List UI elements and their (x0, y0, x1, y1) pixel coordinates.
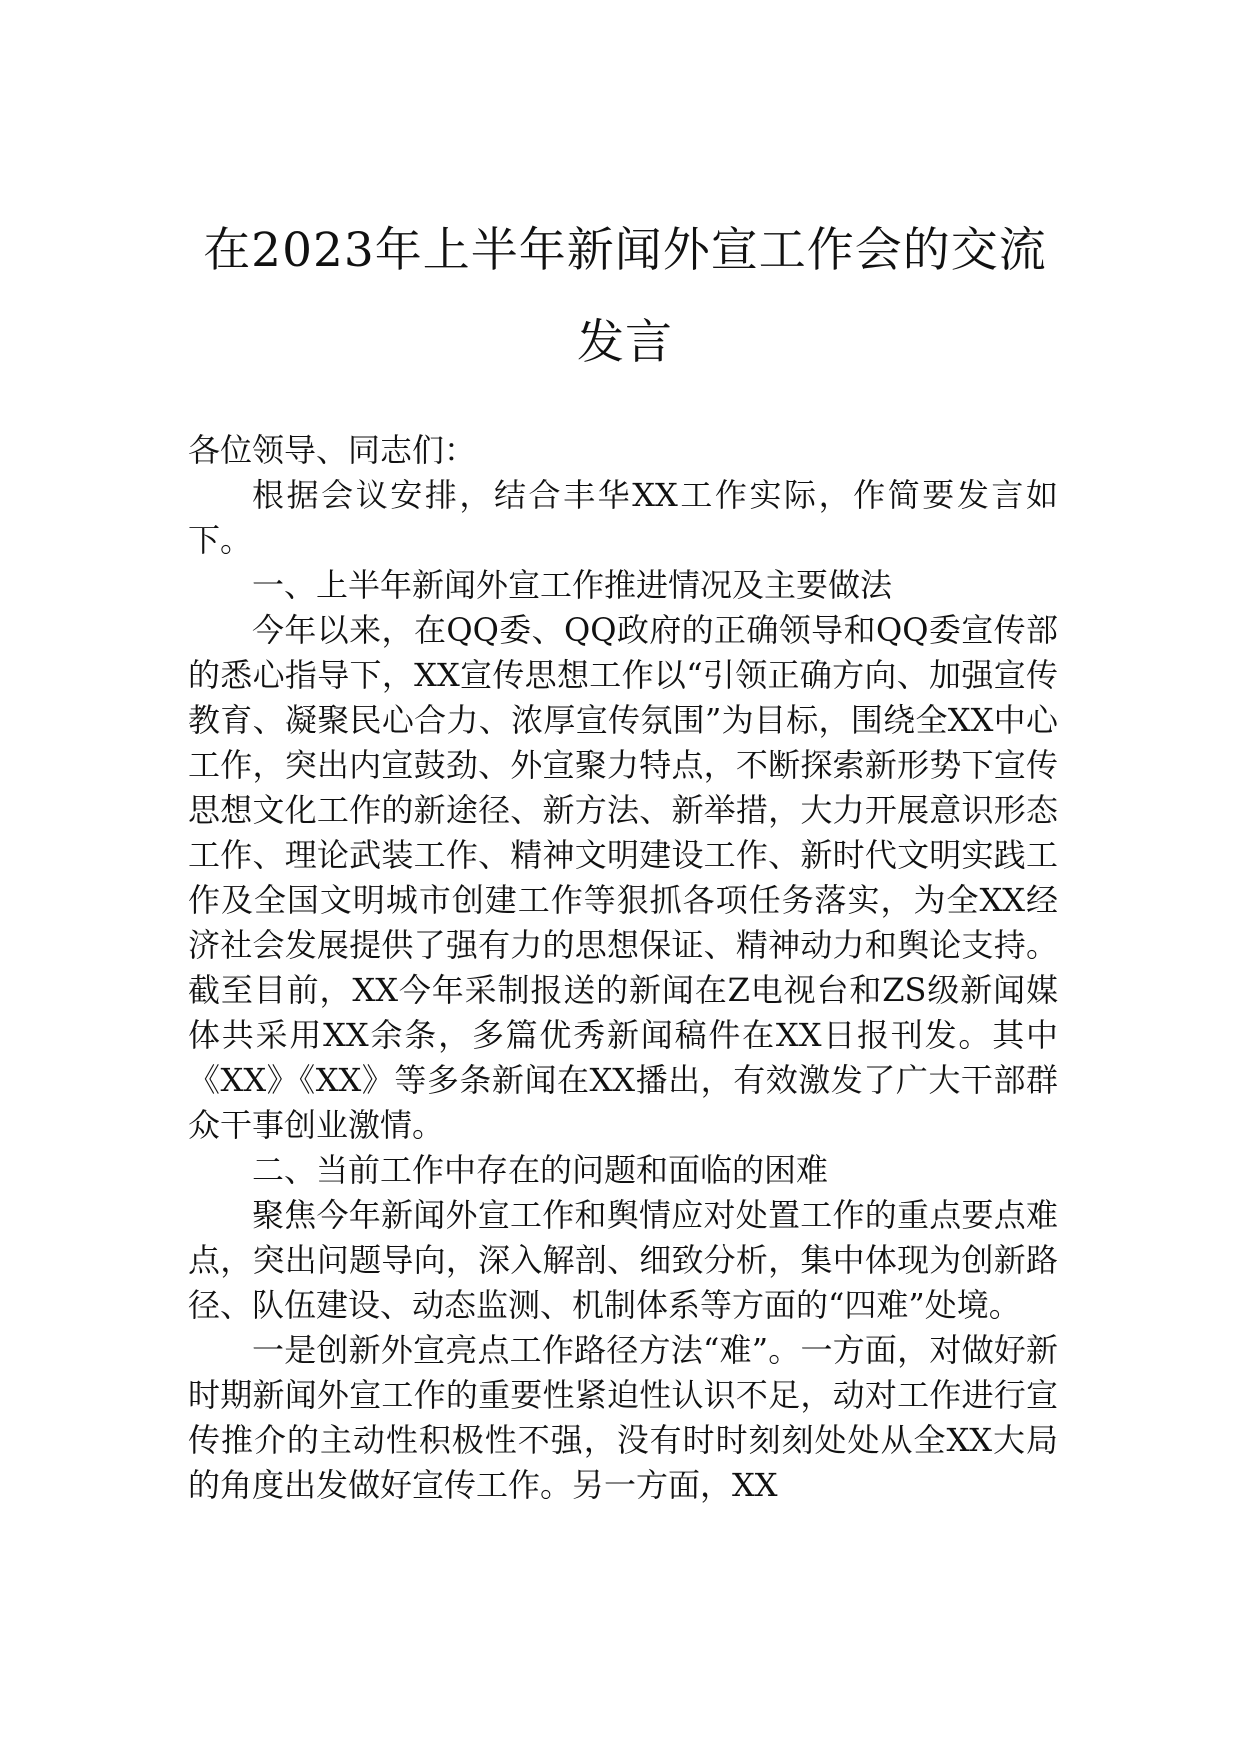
paragraph-progress: 今年以来，在QQ委、QQ政府的正确领导和QQ委宣传部的悉心指导下，XX宣传思想工作以“引领正确方向、加强宣传教育、凝聚民心合力、浓厚宣传氛围”为目标，围绕全XX中心工作，突出内宣鼓劲、外宣聚力特点，不断探索新形势下宣传思想文化工作的新途径、新方法、新举措，大力开展意识形态工作、理论武装工作、精神文明建设工作、新时代文明实践工作及全国文明城市创建工作等狠抓各项任务落实，为全XX经济社会发展提供了强有力的思想保证、精神动力和舆论支持。截至目前，XX今年采制报送的新闻在Z电视台和ZS级新闻媒体共采用XX余条，多篇优秀新闻稿件在XX日报刊发。其中《XX》《XX》等多条新闻在XX播出，有效激发了广大干部群众干事创业激情。 (188, 611, 1058, 1144)
paragraph-intro: 根据会议安排，结合丰华XX工作实际，作简要发言如下。 (188, 476, 1058, 559)
paragraph-difficulty-1: 一是创新外宣亮点工作路径方法“难”。一方面，对做好新时期新闻外宣工作的重要性紧迫性认识不足，动对工作进行宣传推介的主动性积极性不强，没有时时刻刻处处从全XX大局的角度出发做好宣传工作。另一方面，XX (188, 1331, 1058, 1504)
salutation: 各位领导、同志们： (188, 431, 477, 469)
section-heading-2: 二、当前工作中存在的问题和面临的困难 (252, 1151, 829, 1189)
paragraph-problems: 聚焦今年新闻外宣工作和舆情应对处置工作的重点要点难点，突出问题导向，深入解剖、细致分析，集中体现为创新路径、队伍建设、动态监测、机制体系等方面的“四难”处境。 (188, 1196, 1058, 1324)
document-title: 在2023年上半年新闻外宣工作会的交流发言 (203, 223, 1047, 370)
document-body (188, 428, 1058, 1508)
section-heading-1: 一、上半年新闻外宣工作推进情况及主要做法 (252, 566, 893, 604)
